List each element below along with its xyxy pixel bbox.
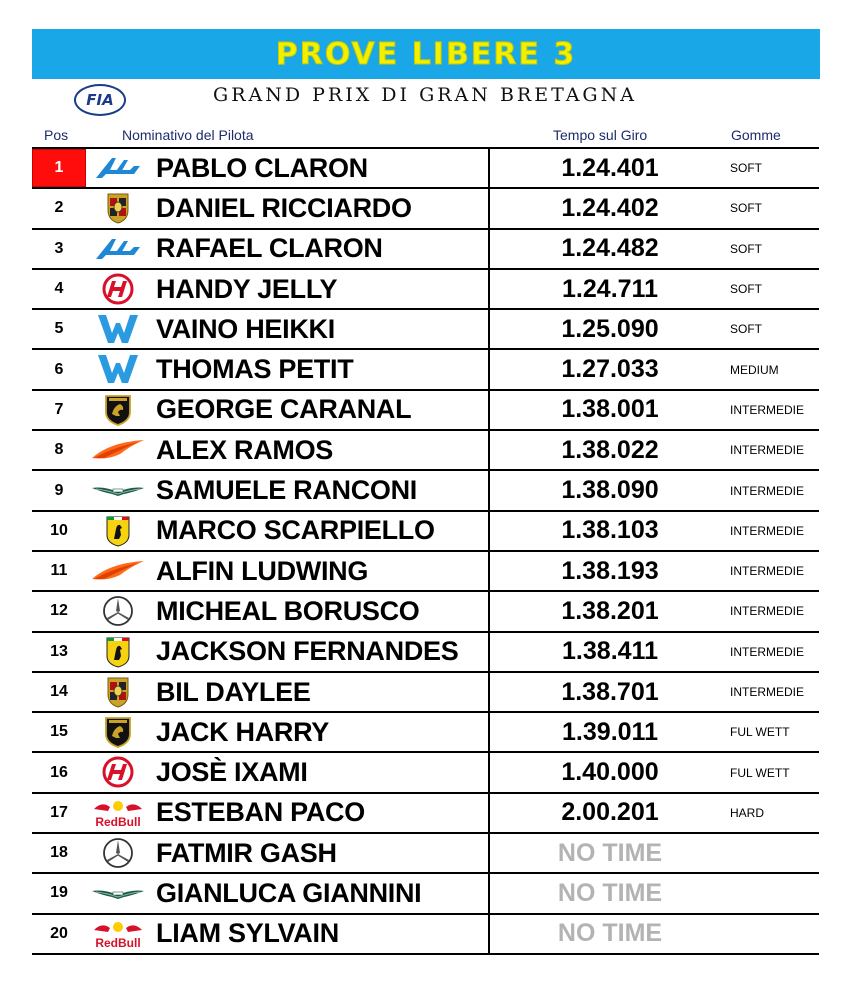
lap-time: 1.38.701 [561,677,659,706]
aston-martin-logo-icon [90,474,146,506]
event-subtitle: GRAND PRIX DI GRAN BRETAGNA [213,84,637,106]
tyre-compound: SOFT [730,161,762,176]
driver-name: SAMUELE RANCONI [156,475,418,506]
lap-time: 1.24.402 [561,193,659,222]
position-cell: 14 [50,683,68,700]
position-cell: 6 [54,360,64,378]
lap-time: 1.38.090 [561,476,659,505]
column-header-time: Tempo sul Giro [553,127,648,143]
lap-time: 1.38.411 [562,637,658,666]
position-cell: 3 [54,239,64,257]
tyre-compound: INTERMEDIE [730,564,805,579]
redbull-logo-text: RedBull [95,935,141,950]
tyre-compound: INTERMEDIE [730,685,805,699]
tyre-compound: INTERMEDIE [730,604,805,619]
tyre-compound: FUL WETT [730,765,790,780]
column-header-tyre: Gomme [731,127,781,143]
tyre-compound: FUL WETT [730,725,790,740]
tyre-compound: INTERMEDIE [730,644,805,659]
position-cell: 11 [50,562,68,580]
tyre-compound: INTERMEDIE [730,402,805,417]
table-row [32,471,819,511]
table-row [32,915,819,955]
table-row [32,350,819,390]
tyre-compound: INTERMEDIE [730,523,805,538]
aston-martin-logo-icon [90,877,146,909]
lap-time: NO TIME [557,919,663,948]
driver-name: DANIEL RICCIARDO [156,192,412,223]
driver-name: ALFIN LUDWING [156,555,369,586]
position-cell: 18 [50,844,68,862]
column-header-pos: Pos [44,127,69,143]
table-row [32,149,819,189]
alpine-logo-icon [90,152,146,184]
driver-name: GIANLUCA GIANNINI [156,877,422,908]
lamborghini-logo-icon [90,716,146,748]
lap-time: 1.24.482 [561,234,659,263]
table-row [32,834,819,874]
table-row [32,633,819,673]
tyre-compound: INTERMEDIE [730,443,805,458]
ferrari-logo-icon [90,636,146,668]
position-cell: 10 [50,521,68,539]
position-cell: 5 [54,320,64,338]
lap-time: 1.39.011 [562,717,658,746]
lap-time: 1.38.001 [561,395,659,424]
haas-logo-icon [90,756,146,788]
driver-name: JACKSON FERNANDES [156,636,459,667]
position-cell: 2 [54,199,64,217]
redbull-logo-icon [90,797,146,829]
position-cell: 12 [50,602,68,620]
table-row [32,713,819,753]
driver-name: MARCO SCARPIELLO [156,515,435,546]
lap-time: NO TIME [557,838,663,867]
mclaren-logo-icon [90,434,146,466]
driver-name: FATMIR GASH [156,837,337,868]
position-cell: 17 [50,803,68,821]
table-row [32,431,819,471]
porsche-logo-icon [90,192,146,224]
table-row [32,794,819,834]
table-row [32,673,819,713]
position-cell: 16 [50,763,68,781]
table-row [32,310,819,350]
mercedes-logo-icon [90,595,146,627]
position-cell: 1 [32,149,86,187]
table-row [32,552,819,592]
lap-time: 1.38.103 [561,516,659,545]
lap-time: 1.40.000 [561,758,659,787]
position-cell: 20 [50,924,68,942]
tyre-compound: MEDIUM [730,362,779,377]
lap-time: 1.38.022 [561,435,659,464]
table-row [32,391,819,431]
lap-time: 1.27.033 [561,355,659,384]
table-row [32,189,819,229]
porsche-logo-icon [90,676,146,708]
driver-name: GEORGE CARANAL [156,394,412,425]
lap-time: 1.25.090 [561,314,659,343]
driver-name: JACK HARRY [156,716,330,747]
position-cell: 7 [54,400,64,418]
haas-logo-icon [90,273,146,305]
driver-name: RAFAEL CLARON [156,233,383,264]
mercedes-logo-icon [90,837,146,869]
driver-name: BIL DAYLEE [156,676,311,707]
table-row [32,270,819,310]
redbull-logo-text: RedBull [95,814,141,829]
table-row [32,592,819,632]
tyre-compound: INTERMEDIE [730,483,805,498]
driver-name: HANDY JELLY [156,273,338,304]
tyre-compound: SOFT [730,282,762,297]
lap-time: NO TIME [557,878,663,907]
position-cell: 4 [54,280,64,298]
redbull-logo-icon [90,918,146,950]
lap-time: 2.00.201 [561,798,659,827]
driver-name: ESTEBAN PACO [156,797,365,828]
table-row [32,512,819,552]
table-row [32,874,819,914]
driver-name: THOMAS PETIT [156,354,354,385]
table-row [32,753,819,793]
page-title: PROVE LIBERE 3 [275,36,577,72]
alpine-logo-icon [90,233,146,265]
column-header-name: Nominativo del Pilota [122,127,254,143]
lap-time: 1.24.711 [562,274,658,303]
fia-logo-icon [74,84,126,116]
williams-logo-icon [90,353,146,385]
lap-time: 1.38.193 [561,556,659,585]
position-cell: 9 [54,481,64,499]
driver-name: PABLO CLARON [156,152,368,183]
position-cell: 15 [50,723,68,741]
driver-name: LIAM SYLVAIN [156,918,339,949]
driver-name: ALEX RAMOS [156,434,334,465]
tyre-compound: SOFT [730,241,762,256]
tyre-compound: SOFT [730,322,762,337]
driver-name: JOSÈ IXAMI [156,757,308,788]
lap-time: 1.38.201 [561,596,659,625]
fia-logo-text: FIA [86,91,114,109]
ferrari-logo-icon [90,515,146,547]
lamborghini-logo-icon [90,394,146,426]
title-bar [32,29,820,79]
williams-logo-icon [90,313,146,345]
lap-time: 1.24.401 [561,153,659,182]
driver-name: VAINO HEIKKI [156,313,335,344]
table-row [32,230,819,270]
driver-name: MICHEAL BORUSCO [156,595,420,626]
position-cell: 8 [54,441,64,459]
results-table [32,147,819,955]
position-cell: 13 [50,642,68,660]
tyre-compound: HARD [730,805,765,820]
position-cell: 19 [50,884,68,902]
tyre-compound: SOFT [730,201,762,216]
mclaren-logo-icon [90,555,146,587]
